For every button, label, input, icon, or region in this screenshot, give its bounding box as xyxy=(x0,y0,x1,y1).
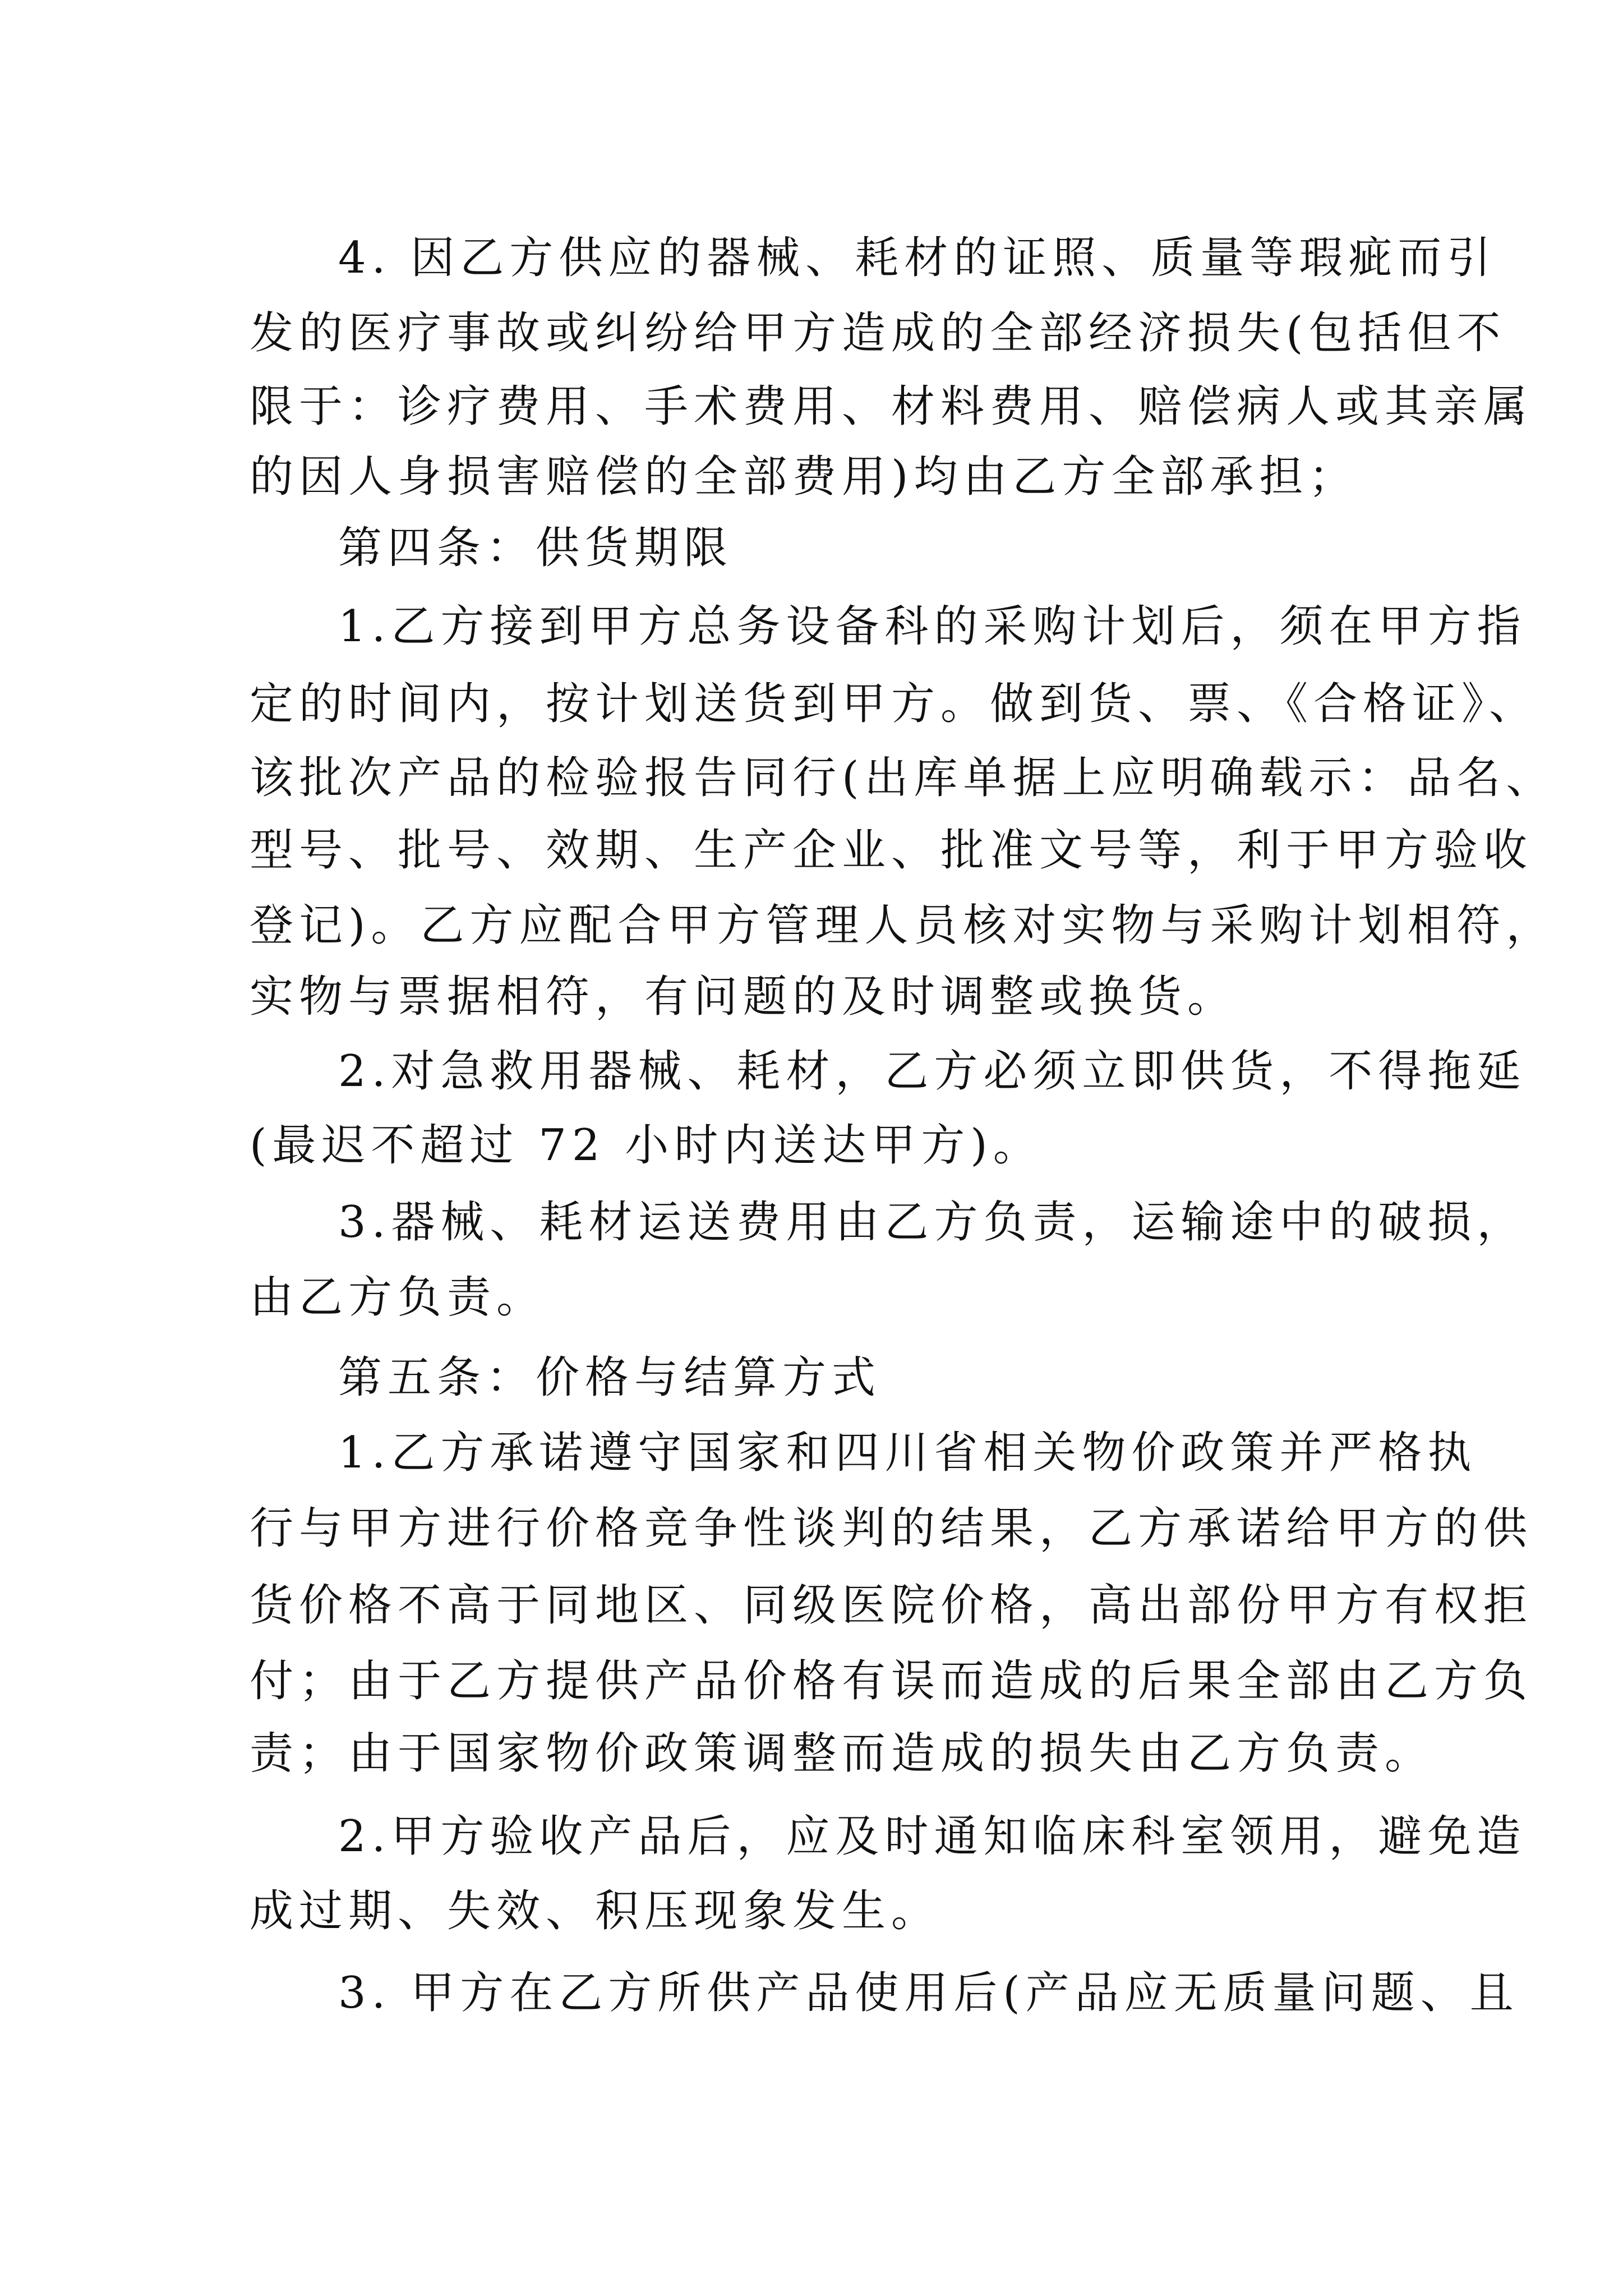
article-4-item-1-line-3: 该批次产品的检验报告同行(出库单据上应明确载示：品名、 xyxy=(250,753,1556,803)
article-5-item-1-line-3: 货价格不高于同地区、同级医院价格，高出部份甲方有权拒 xyxy=(250,1580,1533,1631)
article-5-item-1-line-4: 付；由于乙方提供产品价格有误而造成的后果全部由乙方负 xyxy=(250,1656,1533,1706)
article-5-item-2-line-1: 2.甲方验收产品后，应及时通知临床科室领用，避免造 xyxy=(338,1811,1527,1862)
article-4-heading: 第四条：供货期限 xyxy=(338,523,734,573)
article-4-item-3-line-1: 3.器械、耗材运送费用由乙方负责，运输途中的破损， xyxy=(338,1197,1527,1248)
article-5-item-3-line-1: 3. 甲方在乙方所供产品使用后(产品应无质量问题、且 xyxy=(338,1968,1519,2018)
article-4-item-1-line-2: 定的时间内，按计划送货到甲方。做到货、票、《合格证》、 xyxy=(250,679,1539,729)
article-5-heading: 第五条：价格与结算方式 xyxy=(338,1352,882,1403)
article-5-item-2-line-2: 成过期、失效、积压现象发生。 xyxy=(250,1886,941,1936)
clause-3-item-4-line-2: 发的医疗事故或纠纷给甲方造成的全部经济损失(包括但不 xyxy=(250,308,1506,358)
article-5-item-1-line-2: 行与甲方进行价格竞争性谈判的结果，乙方承诺给甲方的供 xyxy=(250,1503,1533,1554)
article-4-item-1-line-5: 登记)。乙方应配合甲方管理人员核对实物与采购计划相符， xyxy=(250,900,1556,951)
article-4-item-3-line-2: 由乙方负责。 xyxy=(250,1272,546,1323)
clause-3-item-4-line-4: 的因人身损害赔偿的全部费用)均由乙方全部承担； xyxy=(250,452,1358,502)
article-4-item-1-line-1: 1.乙方接到甲方总务设备科的采购计划后，须在甲方指 xyxy=(338,601,1527,652)
article-4-item-2-line-1: 2.对急救用器械、耗材，乙方必须立即供货，不得拖延 xyxy=(338,1046,1527,1097)
article-4-item-1-line-4: 型号、批号、效期、生产企业、批准文号等，利于甲方验收 xyxy=(250,825,1533,876)
article-5-item-1-line-1: 1.乙方承诺遵守国家和四川省相关物价政策并严格执 xyxy=(338,1428,1477,1478)
clause-3-item-4-line-1: 4. 因乙方供应的器械、耗材的证照、质量等瑕疵而引 xyxy=(338,233,1497,283)
clause-3-item-4-line-3: 限于：诊疗费用、手术费用、材料费用、赔偿病人或其亲属 xyxy=(250,381,1533,432)
article-4-item-2-line-2: (最迟不超过 72 小时内送达甲方)。 xyxy=(250,1120,1043,1171)
article-4-item-1-line-6: 实物与票据相符，有问题的及时调整或换货。 xyxy=(250,972,1237,1022)
article-5-item-1-line-5: 责；由于国家物价政策调整而造成的损失由乙方负责。 xyxy=(250,1728,1435,1779)
